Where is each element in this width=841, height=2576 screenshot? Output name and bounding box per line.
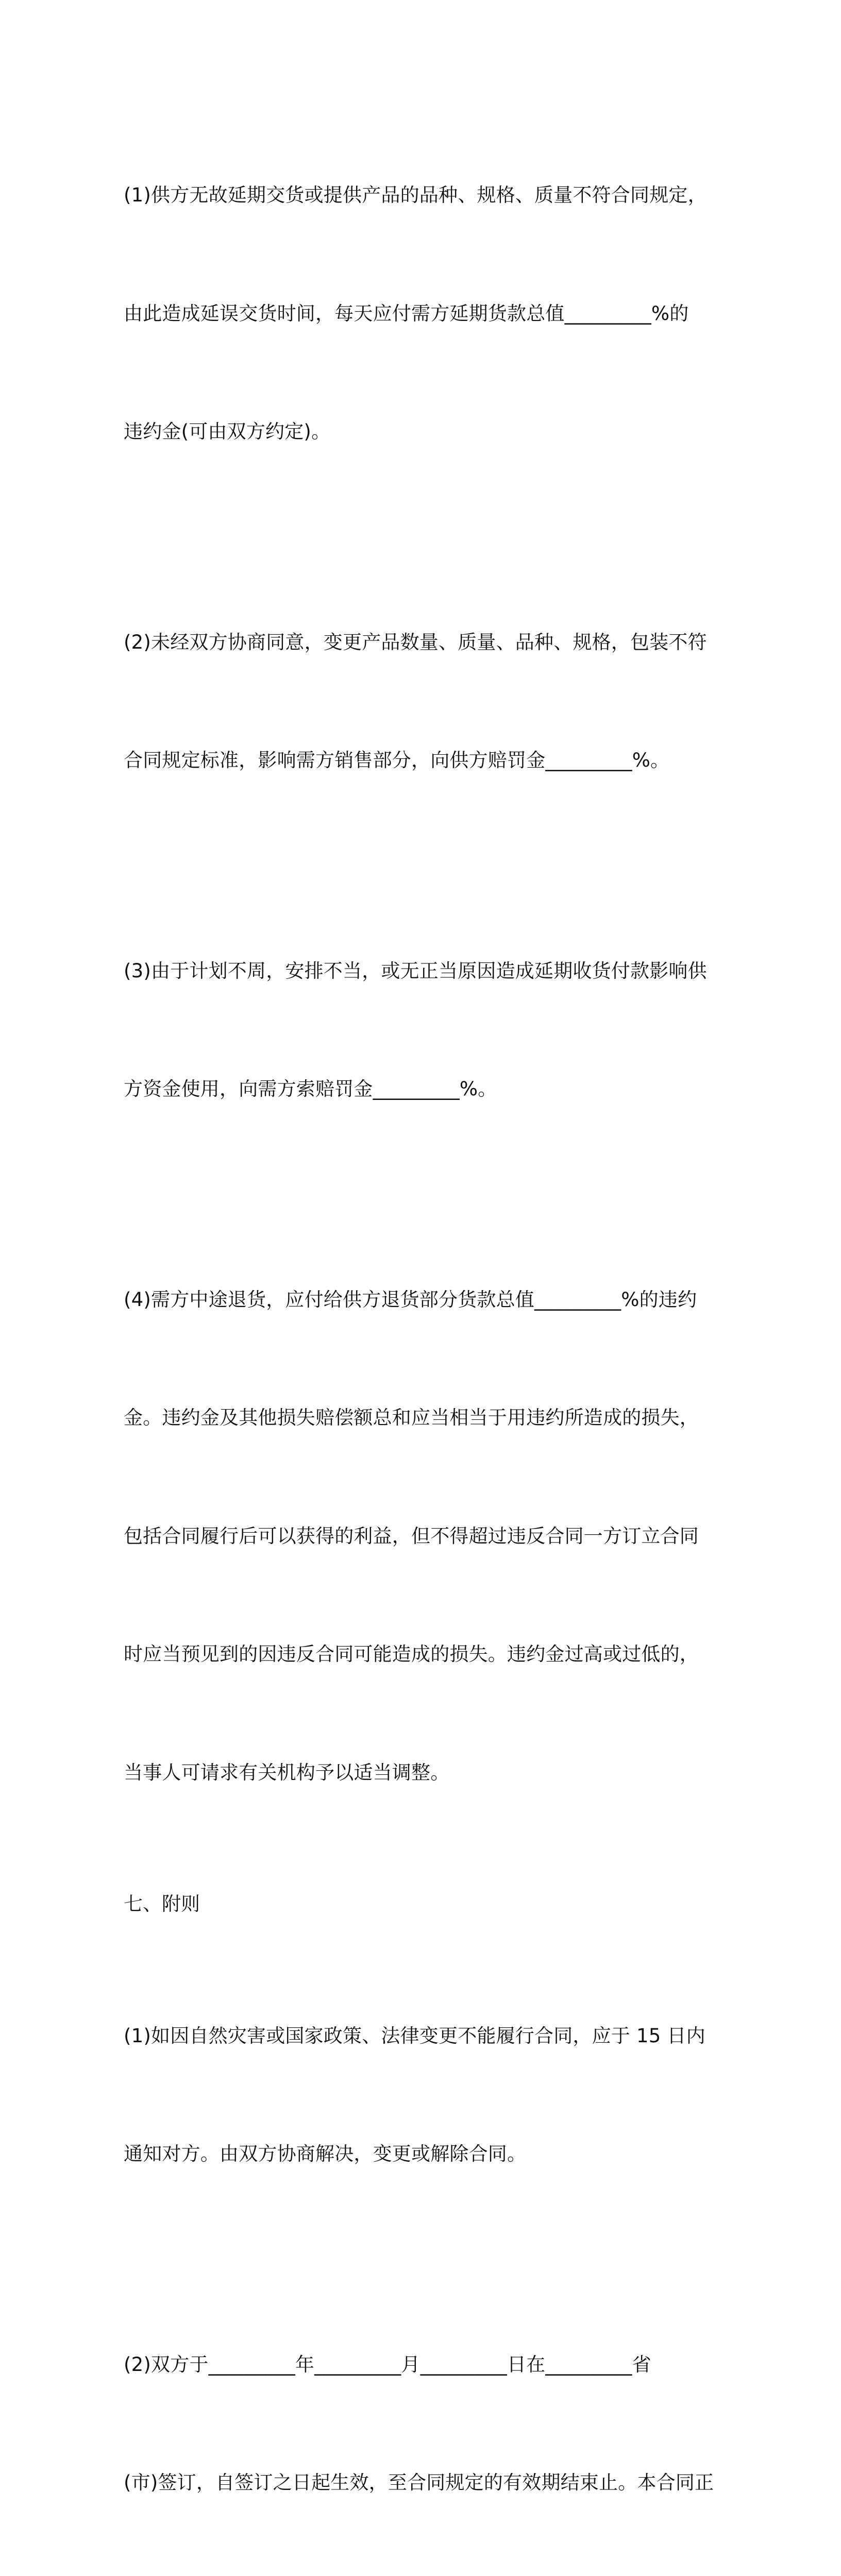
text-line: (1)如因自然灾害或国家政策、法律变更不能履行合同，应于 15 日内 — [124, 2016, 716, 2056]
text-line: (2)双方于_________年_________月_________日在_________省 — [124, 2345, 716, 2385]
text-line: 违约金(可由双方约定)。 — [124, 412, 716, 452]
annex-paragraph-1 — [124, 1938, 716, 2253]
text-line: 合同规定标准，影响需方销售部分，向供方赔罚金_________%。 — [124, 741, 716, 781]
clause-paragraph-2 — [124, 544, 716, 859]
document-page — [0, 0, 841, 1088]
document-body — [124, 97, 716, 2576]
text-line: (4)需方中途退货，应付给供方退货部分货款总值_________%的违约 — [124, 1280, 716, 1320]
text-line: (3)由于计划不周，安排不当，或无正当原因造成延期收货付款影响供 — [124, 952, 716, 991]
annex-paragraph-2 — [124, 2266, 716, 2576]
clause-paragraph-3 — [124, 873, 716, 1188]
text-line: 由此造成延误交货时间，每天应付需方延期货款总值_________%的 — [124, 294, 716, 334]
clause-paragraph-4 — [124, 1201, 716, 1872]
text-line: (2)未经双方协商同意，变更产品数量、质量、品种、规格，包装不符 — [124, 623, 716, 663]
text-line: (市)签订，自签订之日起生效，至合同规定的有效期结束止。本合同正 — [124, 2463, 716, 2503]
text-line: 时应当预见到的因违反合同可能造成的损失。违约金过高或过低的， — [124, 1635, 716, 1674]
clause-paragraph-1 — [124, 97, 716, 531]
text-line: (1)供方无故延期交货或提供产品的品种、规格、质量不符合同规定， — [124, 176, 716, 215]
text-line: 金。违约金及其他损失赔偿额总和应当相当于用违约所造成的损失， — [124, 1398, 716, 1438]
text-line: 包括合同履行后可以获得的利益，但不得超过违反合同一方订立合同 — [124, 1517, 716, 1556]
text-line: 方资金使用，向需方索赔罚金_________%。 — [124, 1070, 716, 1109]
text-line: 当事人可请求有关机构予以适当调整。 — [124, 1753, 716, 1793]
text-line: 通知对方。由双方协商解决，变更或解除合同。 — [124, 2134, 716, 2174]
section-heading: 七、附则 — [124, 1885, 716, 1924]
